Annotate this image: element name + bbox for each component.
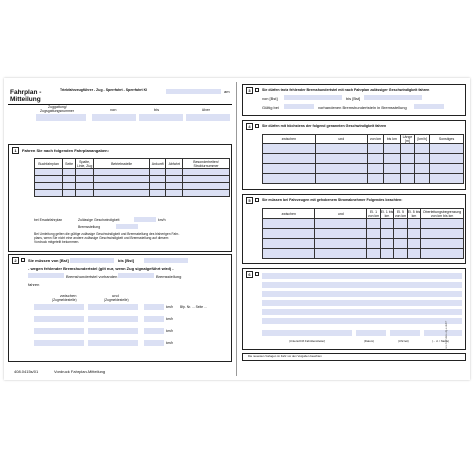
s2-row1-kmh[interactable] [144, 304, 164, 310]
footer-note: Die neuesten Vorlagen im Fahr vor den Vorgaben beachten [248, 354, 322, 358]
form-sheet [4, 78, 470, 380]
time-label: (Uhrzeit) [398, 339, 409, 343]
s4-col-und: und [315, 135, 367, 144]
section-2-bis-field[interactable] [144, 258, 188, 263]
kmh-label: km/h [158, 218, 166, 222]
col-abfahrt: Abfahrt [166, 159, 183, 169]
section-2-von-field[interactable] [70, 258, 114, 263]
s2-row2-und[interactable] [88, 316, 138, 322]
zuggattung-label: Zuggattung/ [48, 105, 67, 109]
section-2-line3-b: Bremsstellung [156, 274, 182, 279]
s2-row3-kmh[interactable] [144, 328, 164, 334]
section-3-line3-b: vorhandenen Bremshundertsteln in Bremsstellung [318, 105, 407, 110]
signature-field[interactable] [262, 330, 352, 336]
s2-row1-kmh-label: km/h [166, 305, 174, 309]
name-label: (... d. / Name) [432, 339, 450, 343]
section-3-bis: bis [Bst] [346, 96, 361, 101]
section-6-checkbox[interactable] [255, 272, 259, 276]
s2-row4-kmh[interactable] [144, 340, 164, 346]
date-label: (Datum) [364, 339, 375, 343]
section-6-line-6[interactable] [262, 318, 462, 324]
section-3-line1: Sie dürfen trotz fehlender Bremshundertstel mit nach Fahrplan zulässiger Geschwindigkeit fahren [262, 88, 430, 92]
s2-row2-kmh[interactable] [144, 316, 164, 322]
section-2-line2: - wegen fehlender Bremshundertstel (gilt nur, wenn Zug signalgeführt wird) - [28, 266, 174, 271]
s2-sub-2: (Zugmeldestelle) [104, 298, 129, 302]
header-train-field[interactable] [166, 89, 221, 94]
bis-field[interactable] [139, 114, 183, 121]
note-line-2: plans, wenn Sie nicht eine andere zulässige Geschwindigkeit und Bremsstellung auf diesem [34, 236, 169, 240]
zul-geschw-label: Zulässige Geschwindigkeit [78, 218, 120, 222]
bis-label: bis [154, 107, 160, 112]
ersatzfahrplan-label: bei Ersatzfahrplan [34, 218, 63, 222]
s4-col-biskm: bis km [384, 135, 400, 144]
section-1-table [34, 158, 230, 197]
table-row [263, 219, 464, 229]
col-buchfahrplan: Buchfahrplan [35, 159, 63, 169]
section-6-line-2[interactable] [262, 282, 462, 288]
name-field[interactable] [424, 330, 462, 336]
table-row [263, 164, 464, 174]
ueber-label: über [202, 107, 211, 112]
zuggattung-field[interactable] [36, 114, 86, 121]
table-row [263, 249, 464, 259]
table-row [263, 174, 464, 184]
section-3-bremshundertstel-field[interactable] [284, 104, 314, 109]
s2-row4-zwischen[interactable] [34, 340, 84, 346]
s2-row2-kmh-label: km/h [166, 317, 174, 321]
section-6-line-5[interactable] [262, 309, 462, 315]
section-3-von-field[interactable] [284, 95, 342, 100]
s2-row3-kmh-label: km/h [166, 329, 174, 333]
note-line-1: Bei Umleitung gelten die gültige zulässige Geschwindigkeit und Bremsstellung des bisherigen Fahr- [34, 232, 180, 236]
s4-col-vonkm: von km [367, 135, 383, 144]
ueber-field[interactable] [186, 114, 230, 121]
von-label: von [110, 107, 117, 112]
header-subtitle: Triebfahrzeugführer - Zug - Sperrfahrt - Sperrfahrt Kl [60, 88, 148, 92]
col-besonderheiten: Besonderheiten/ Strukturnummer [183, 159, 230, 169]
s2-row2-zwischen[interactable] [34, 316, 84, 322]
section-1-number: 1 [12, 147, 19, 154]
s5-col-el1-bis: El. 1 bis km [380, 209, 394, 218]
table-row [35, 176, 230, 183]
section-2-line1-a: Sie müssen von [Bst] [28, 258, 69, 263]
s2-row3-und[interactable] [88, 328, 138, 334]
form-title-line1: Fahrplan - [10, 89, 42, 96]
footer-side-code: www.formulare-dg-e.de/07 [445, 320, 448, 350]
section-6-line-1[interactable] [262, 273, 462, 279]
col-seite: Seite [63, 159, 76, 169]
form-title-line2: Mitteilung [10, 96, 41, 103]
note-line-3: Vordruck mitgeteilt bekommen. [34, 240, 80, 244]
col-betriebsstelle: Betriebsstelle [94, 159, 150, 169]
s2-row1-zwischen[interactable] [34, 304, 84, 310]
s2-row4-kmh-label: km/h [166, 341, 174, 345]
section-2-bremsstellung-field[interactable] [118, 273, 154, 278]
section-2-number: 2 [12, 257, 19, 264]
center-divider [236, 82, 237, 376]
s2-row3-zwischen[interactable] [34, 328, 84, 334]
section-5-number: 5 [246, 197, 253, 204]
am-label: am [224, 89, 230, 94]
section-4-title: Sie dürfen mit höchstens der folgend genannten Geschwindigkeit fahren [262, 124, 387, 128]
s2-sub-1: (Zugmeldestelle) [52, 298, 77, 302]
s5-col-el1-von: El. 1 von km [367, 209, 380, 218]
date-field[interactable] [356, 330, 386, 336]
s5-col-und: und [315, 209, 367, 219]
header-divider [8, 104, 232, 105]
section-6-line-4[interactable] [262, 300, 462, 306]
s2-col-zwischen: zwischen [60, 293, 77, 298]
form-code: 408.0415s/01 [14, 369, 39, 374]
col-spalte: Spalte, Linie, Zug [76, 159, 93, 168]
table-row [35, 190, 230, 197]
von-field[interactable] [92, 114, 136, 121]
section-3-number: 3 [246, 87, 253, 94]
section-3-checkbox[interactable] [255, 88, 259, 92]
section-2-bremshundertstel-field[interactable] [28, 273, 64, 278]
section-4-number: 4 [246, 123, 253, 130]
bremsstellung-field[interactable] [116, 224, 138, 229]
section-5-checkbox[interactable] [255, 198, 259, 202]
section-6-line-3[interactable] [262, 291, 462, 297]
section-3-von: von [Bst] [262, 96, 278, 101]
time-field[interactable] [390, 330, 420, 336]
s5-col-zwischen: zwischen [263, 209, 315, 219]
form-footer-title: Vordruck Fahrplan-Mitteilung [54, 369, 106, 374]
signature-label: (Unterschrift Fahrdienstleiter) [289, 339, 326, 343]
s4-col-zwischen: zwischen [263, 135, 316, 144]
s4-col-laenge: Länge [m] [400, 135, 415, 144]
section-4-table [262, 134, 464, 184]
s5-col-el5-bis: El. 5 bis km [407, 209, 421, 218]
section-6-number: 6 [246, 271, 253, 278]
section-2-line3-a: Bremshundertstel vorhanden [66, 274, 118, 279]
section-3-bis-field[interactable] [364, 95, 422, 100]
s2-row1-und[interactable] [88, 304, 138, 310]
s2-col-und: und [112, 293, 119, 298]
table-row [35, 183, 230, 190]
s4-col-kmh: [km/h] [415, 135, 430, 144]
zuggattung-label-2: Zugsgattungsnummer [40, 109, 75, 113]
col-ankunft: Ankunft [149, 159, 166, 169]
s5-col-oberleitung: Oberleitungsbegrenzung von km bis km [421, 209, 464, 219]
section-5-title: Sie müssen bei Fahrzeugen mit gehobenem Stromabnehmer Folgendes beachten: [262, 198, 403, 202]
table-row [263, 229, 464, 239]
zul-geschw-field[interactable] [134, 217, 156, 222]
section-5-table [262, 208, 464, 259]
section-3-bremsstellung-field[interactable] [414, 104, 444, 109]
section-2-line1-b: bis [Bst] [118, 258, 134, 263]
fahren-label: fahren [28, 282, 40, 287]
s5-col-el5-von: El. 5 von km [394, 209, 407, 218]
table-row [263, 144, 464, 154]
section-2-checkbox[interactable] [21, 258, 25, 262]
section-1-title: Fahren Sie nach folgenden Fahrplanangaben: [22, 148, 109, 153]
section-4-checkbox[interactable] [255, 124, 259, 128]
s4-col-sonstiges: Sonstiges [430, 135, 464, 144]
table-row [263, 154, 464, 164]
s2-row1-seite: Bfp. Nr. ... Seite ... [180, 305, 207, 309]
section-3-line3-a: Gültig bei [262, 105, 279, 110]
table-row [263, 239, 464, 249]
table-row [35, 169, 230, 176]
bremsstellung-label: Bremsstellung [78, 225, 101, 229]
s2-row4-und[interactable] [88, 340, 138, 346]
